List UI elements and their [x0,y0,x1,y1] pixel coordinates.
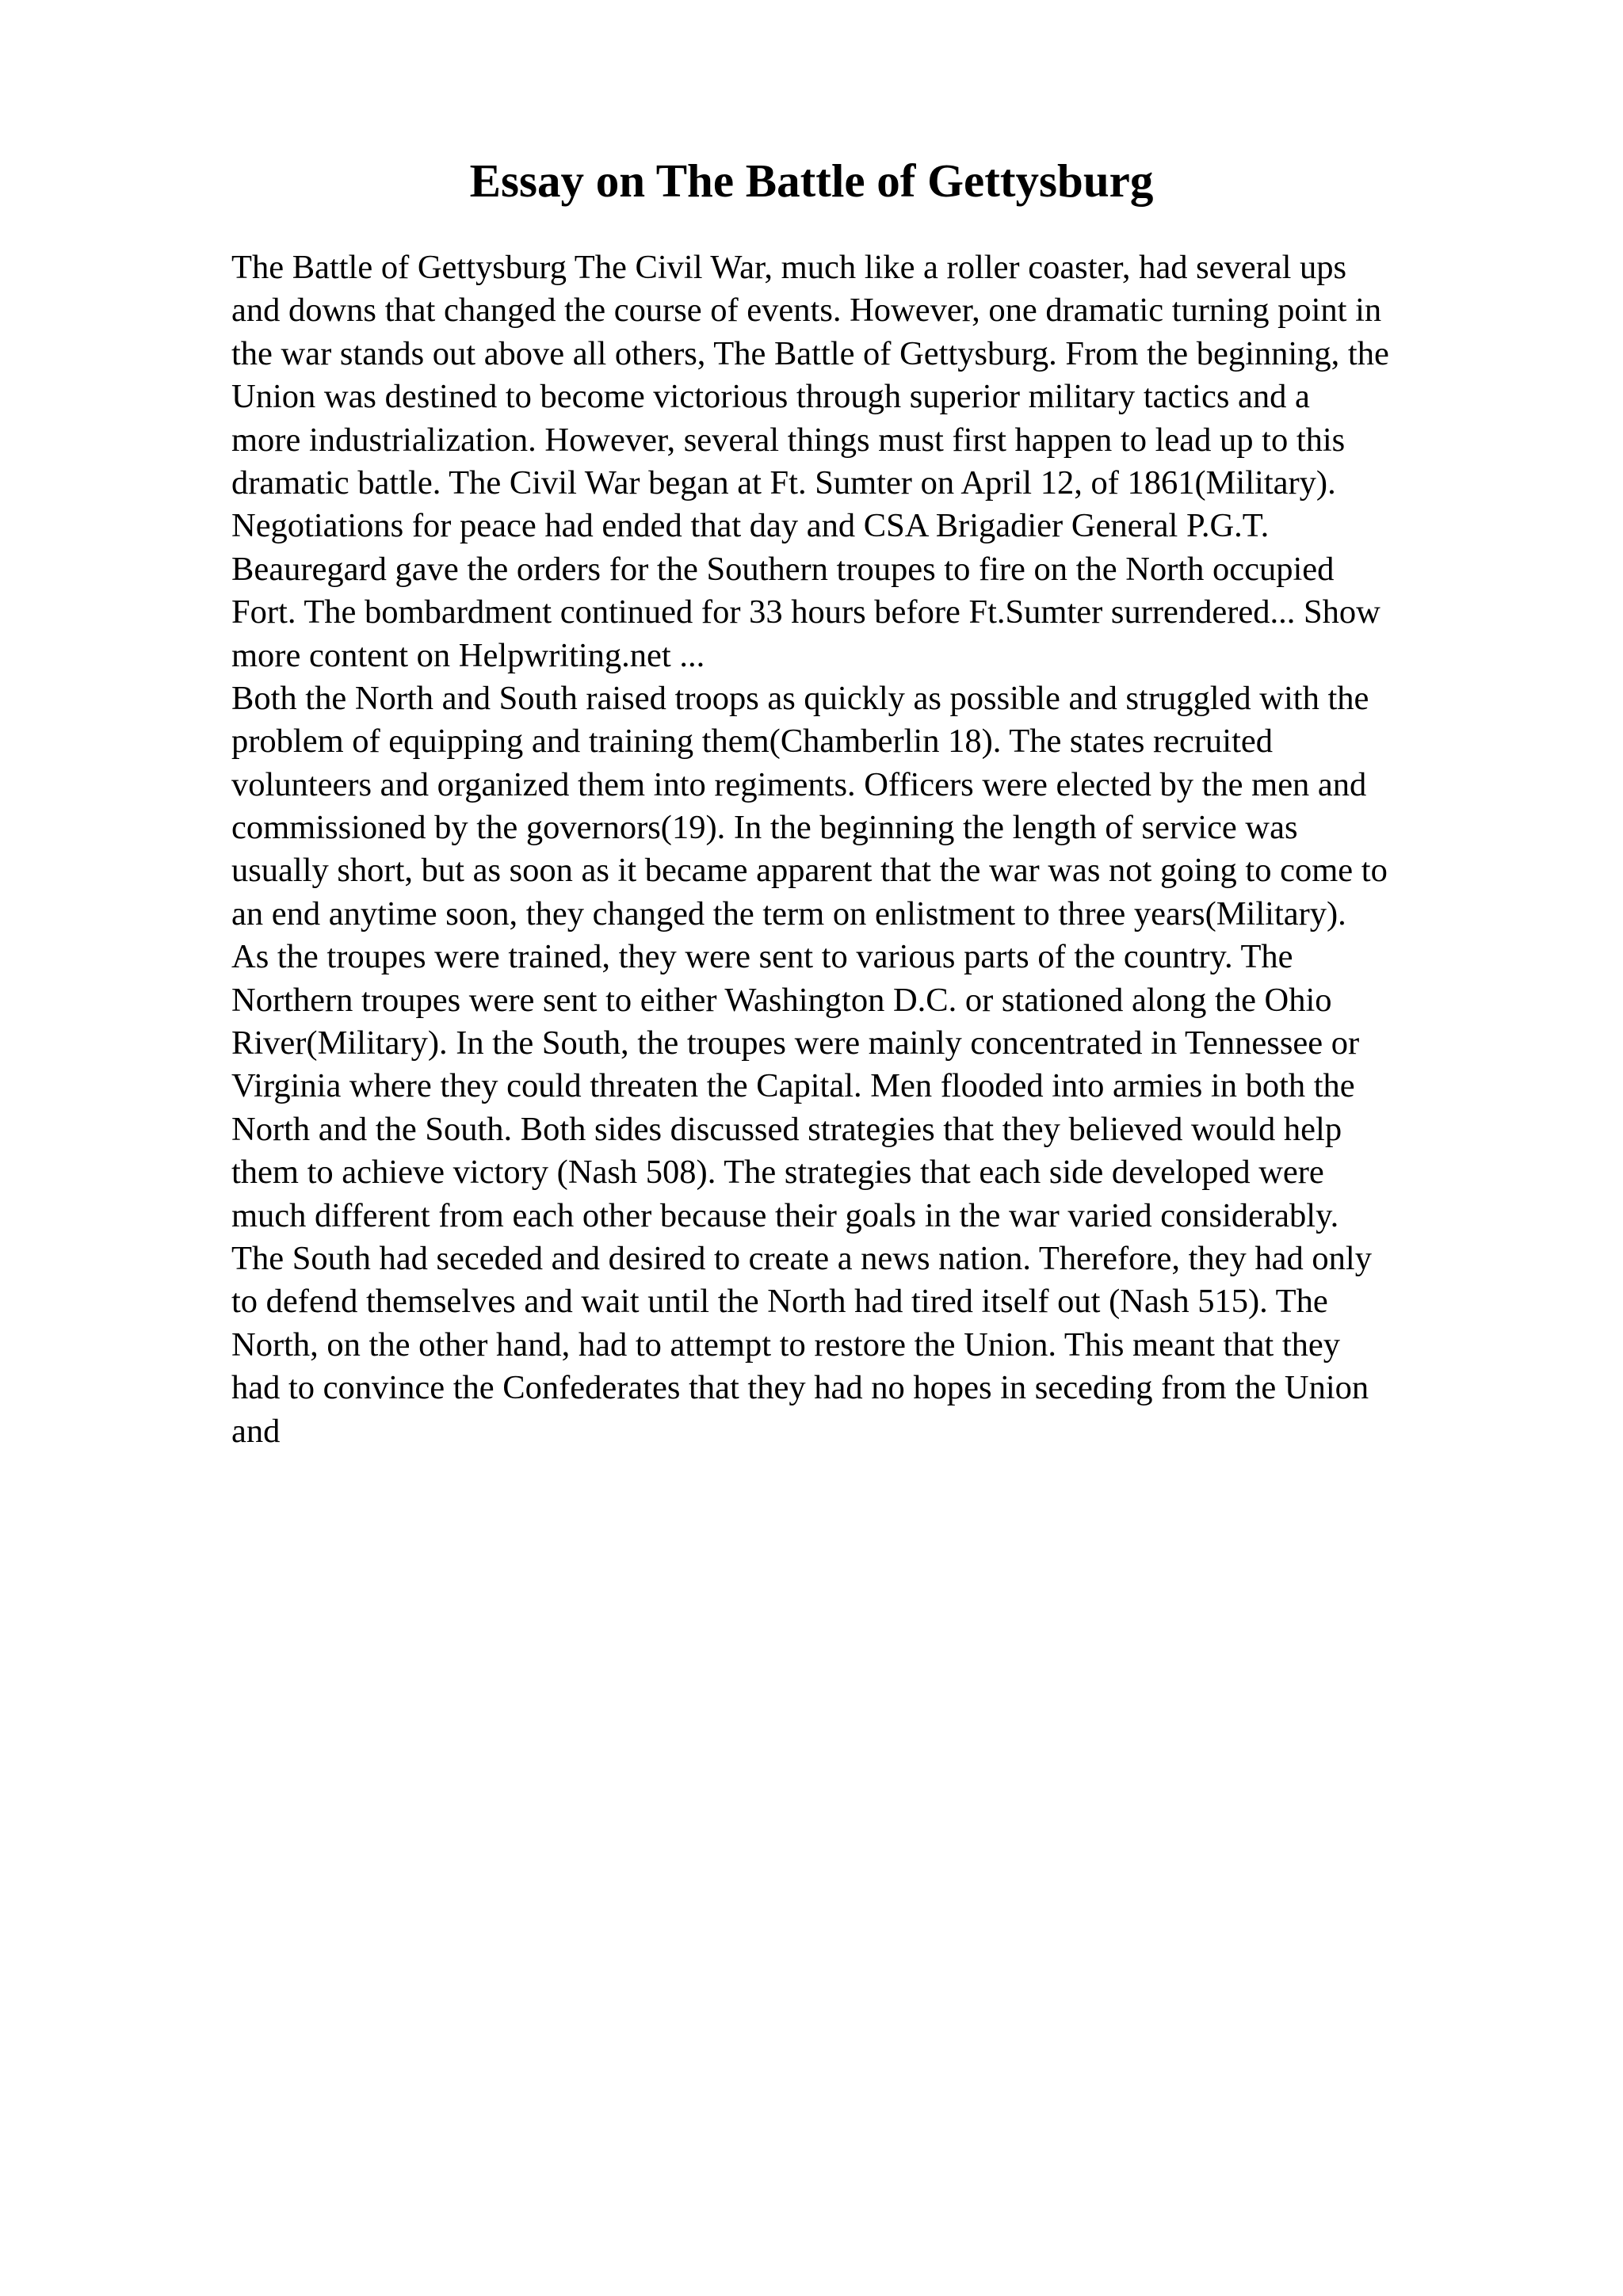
essay-body [231,246,1594,1453]
text-line: usually short, but as soon as it became apparent that the war was not going to come to [231,852,1388,890]
text-line: problem of equipping and training them(Chamberlin 18). The states recruited [231,723,1273,761]
text-line: commissioned by the governors(19). In the beginning the length of service was [231,809,1298,847]
text-line: Negotiations for peace had ended that day and CSA Brigadier General P.G.T. [231,507,1270,545]
text-line: them to achieve victory (Nash 508). The strategies that each side developed were [231,1154,1324,1192]
text-line: and [231,1412,281,1450]
text-line: Both the North and South raised troops as quickly as possible and struggled with the [231,679,1369,717]
text-line: Northern troupes were sent to either Washington D.C. or stationed along the Ohio [231,981,1332,1019]
text-line: The South had seceded and desired to create a news nation. Therefore, they had only [231,1239,1372,1277]
text-line: more content on Helpwriting.net ... [231,636,705,674]
document-title: Essay on The Battle of Gettysburg [469,154,1154,207]
text-line: North, on the other hand, had to attempt to restore the Union. This meant that they [231,1325,1341,1363]
text-line: much different from each other because their goals in the war varied considerably. [231,1196,1339,1234]
text-line: had to convince the Confederates that they had no hopes in seceding from the Union [231,1369,1369,1407]
text-line: an end anytime soon, they changed the term on enlistment to three years(Military). [231,894,1346,933]
text-line: River(Military). In the South, the troupes were mainly concentrated in Tennessee or [231,1024,1360,1062]
text-line: The Battle of Gettysburg The Civil War, much like a roller coaster, had several ups [231,249,1347,286]
text-line: the war stands out above all others, The Battle of Gettysburg. From the beginning, the [231,334,1389,372]
text-line: Fort. The bombardment continued for 33 hours before Ft.Sumter surrendered... Show [231,593,1381,631]
text-line: As the troupes were trained, they were sent to various parts of the country. The [231,938,1293,976]
text-line: dramatic battle. The Civil War began at Ft. Sumter on April 12, of 1861(Military). [231,463,1336,502]
text-line: Virginia where they could threaten the Capital. Men flooded into armies in both the [231,1067,1355,1105]
text-line: Beauregard gave the orders for the Southern troupes to fire on the North occupied [231,550,1335,588]
text-line: volunteers and organized them into regiments. Officers were elected by the men and [231,765,1367,803]
text-line: Union was destined to become victorious through superior military tactics and a [231,378,1310,416]
text-line: and downs that changed the course of events. However, one dramatic turning point in [231,292,1382,330]
text-line: more industrialization. However, several things must first happen to lead up to this [231,421,1346,459]
text-line: to defend themselves and wait until the North had tired itself out (Nash 515). The [231,1283,1328,1321]
text-line: North and the South. Both sides discussed strategies that they believed would help [231,1110,1342,1148]
